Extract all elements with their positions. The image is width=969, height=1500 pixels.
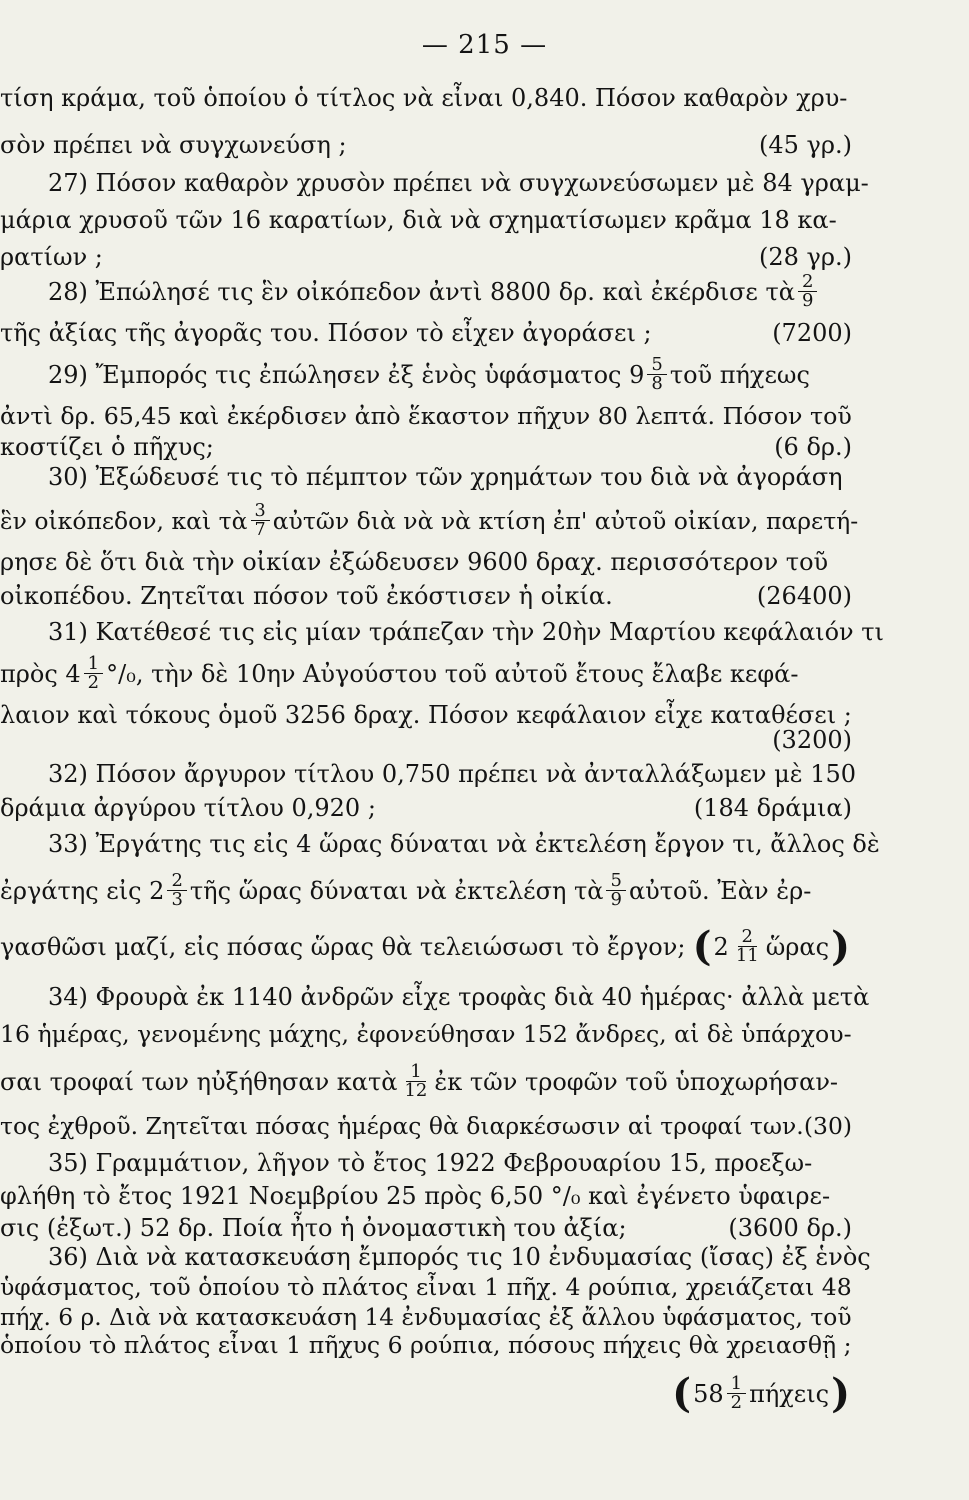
fraction: $\frac{1}{12}$ (404, 1061, 428, 1101)
text-line (0, 318, 852, 348)
line-text: αὐτῶν διὰ νὰ νὰ κτίση ἐπ' αὐτοῦ οἰκίαν, παρετή- (272, 506, 859, 535)
text-line (0, 1181, 852, 1211)
text-line (0, 205, 852, 235)
line-text: °/₀, τὴν δὲ 10ην Αὐγούστου τοῦ αὐτοῦ ἔτους ἔλαβε κεφά- (106, 659, 799, 688)
line-text: ἐκ τῶν τροφῶν τοῦ ὑποχωρήσαν- (434, 1067, 839, 1096)
line-text: ἐργάτης εἰς 2 (0, 876, 165, 905)
line-text: ὁποίου τὸ πλάτος εἶναι 1 πῆχυς 6 ρούπια, πόσους πήχεις θὰ χρειασθῇ ; (0, 1331, 852, 1359)
text-line (0, 1369, 852, 1417)
text-line (0, 83, 852, 113)
line-text: λαιον καὶ τόκους ὁμοῦ 3256 δραχ. Πόσον κεφάλαιον εἶχε καταθέσει ; (0, 701, 852, 729)
line-text: οἰκοπέδου. Ζητεῖται πόσον τοῦ ἐκόστισεν ἡ οἰκία. (0, 582, 613, 610)
problem-31 (0, 617, 884, 647)
line-text: φλήθη τὸ ἔτος 1921 Νοεμβρίου 25 πρὸς 6,50 °/₀ καὶ ἐγένετο ὑφαιρε- (0, 1182, 831, 1210)
line-text: πήχ. 6 ρ. Διὰ νὰ κατασκευάση 14 ἐνδυμασίας ἐξ ἄλλου ὑφάσματος, τοῦ (0, 1303, 852, 1331)
text-line (0, 242, 852, 272)
line-text: 36) Διὰ νὰ κατασκευάση ἔμπορός τις 10 ἐνδυμασίας (ἴσας) ἐξ ἑνὸς (48, 1243, 871, 1271)
text-line (0, 793, 852, 823)
answer: (6 δρ.) (774, 433, 852, 461)
line-text: 29) Ἔμπορός τις ἐπώλησεν ἐξ ἑνὸς ὑφάσματος 9 (48, 360, 645, 389)
line-text: ρησε δὲ ὅτι διὰ τὴν οἰκίαν ἐξώδευσεν 9600 δραχ. περισσότερον τοῦ (0, 548, 829, 576)
text-line (0, 1019, 852, 1049)
text-line (0, 1213, 852, 1243)
line-text: αὐτοῦ. Ἐὰν ἐρ- (628, 876, 812, 905)
line-text: 31) Κατέθεσέ τις εἰς μίαν τράπεζαν τὴν 20ὴν Μαρτίου κεφάλαιόν τι (48, 618, 884, 646)
fraction: $\frac{5}{9}$ (606, 872, 625, 909)
line-text: τῆς ἀξίας τῆς ἀγορᾶς του. Πόσον τὸ εἶχεν ἀγοράσει ; (0, 319, 652, 347)
answer: (30) (803, 1112, 852, 1140)
answer: (184 δράμια) (693, 794, 852, 822)
line-text: τῆς ὥρας δύναται νὰ ἐκτελέση τὰ (189, 876, 604, 905)
answer: (45 γρ.) (759, 131, 852, 159)
text-line (0, 581, 852, 611)
text-line (0, 1330, 852, 1360)
page-number: — 215 — (421, 30, 548, 60)
line-text: σις (ἐξωτ.) 52 δρ. Ποία ἦτο ἡ ὀνομαστικὴ του ἀξία; (0, 1214, 627, 1242)
line-text: 34) Φρουρὰ ἐκ 1140 ἀνδρῶν εἶχε τροφὰς διὰ 40 ἡμέρας· ἀλλὰ μετὰ (48, 983, 870, 1011)
text-line (0, 401, 852, 431)
line-text: 30) Ἐξώδευσέ τις τὸ πέμπτον τῶν χρημάτων του διὰ νὰ ἀγοράση (48, 463, 843, 491)
answer: (26400) (756, 582, 852, 610)
line-text: πρὸς 4 (0, 659, 81, 688)
text-line (0, 1111, 852, 1141)
problem-32 (0, 759, 857, 789)
text-line (0, 1272, 852, 1302)
text-line (0, 725, 852, 755)
fraction: $\frac{2}{9}$ (798, 273, 817, 310)
problem-35 (0, 1148, 852, 1178)
line-text: σὸν πρέπει νὰ συγχωνεύση ; (0, 131, 347, 159)
fraction: $\frac{5}{8}$ (647, 356, 666, 393)
line-text: 27) Πόσον καθαρὸν χρυσὸν πρέπει νὰ συγχωνεύσωμεν μὲ 84 γραμ- (48, 169, 869, 197)
line-text: σαι τροφαί των ηὐξήθησαν κατὰ (0, 1067, 398, 1096)
text-line (0, 432, 852, 462)
text-line (0, 1302, 852, 1332)
line-text: τος ἐχθροῦ. Ζητεῖται πόσας ἡμέρας θὰ διαρκέσωσιν αἱ τροφαί των. (0, 1112, 804, 1140)
problem-34 (0, 982, 870, 1012)
answer: (7200) (772, 319, 852, 347)
text-line (0, 655, 852, 692)
problem-33 (0, 829, 880, 859)
line-text: κοστίζει ὁ πῆχυς; (0, 433, 214, 461)
text-line (0, 922, 852, 970)
line-text: ὑφάσματος, τοῦ ὁποίου τὸ πλάτος εἶναι 1 πῆχ. 4 ρούπια, χρειάζεται 48 (0, 1273, 852, 1301)
line-text: δράμια ἀργύρου τίτλου 0,920 ; (0, 794, 376, 822)
fraction: $\frac{2}{11}$ (735, 926, 759, 966)
text-line (0, 872, 852, 909)
line-text: ρατίων ; (0, 243, 103, 271)
line-text: γασθῶσι μαζί, εἰς πόσας ὥρας θὰ τελειώσωσι τὸ ἔργον; (0, 932, 686, 961)
problem-36 (0, 1242, 871, 1272)
line-text: 32) Πόσον ἄργυρον τίτλου 0,750 πρέπει νὰ ἀνταλλάξωμεν μὲ 150 (48, 760, 857, 788)
text-line (0, 130, 852, 160)
fraction: $\frac{3}{7}$ (251, 502, 270, 539)
answer: (3200) (772, 726, 852, 754)
problem-28 (0, 273, 852, 310)
line-text: τίση κράμα, τοῦ ὁποίου ὁ τίτλος νὰ εἶναι 0,840. Πόσον καθαρὸν χρυ- (0, 84, 848, 112)
line-text: τοῦ πήχεως (669, 360, 810, 389)
answer: (3600 δρ.) (728, 1214, 852, 1242)
fraction: $\frac{1}{2}$ (84, 655, 103, 692)
line-text: 16 ἡμέρας, γενομένης μάχης, ἐφονεύθησαν 152 ἄνδρες, αἱ δὲ ὑπάρχου- (0, 1020, 852, 1048)
answer: (28 γρ.) (759, 243, 852, 271)
fraction: $\frac{2}{3}$ (167, 872, 186, 909)
problem-27 (0, 168, 869, 198)
fraction: $\frac{1}{2}$ (727, 1375, 746, 1412)
problem-29 (0, 356, 852, 393)
answer: ( 58 $\frac{1}{2}$ πήχεις ) (672, 1369, 850, 1417)
problem-30 (0, 462, 852, 492)
line-text: 33) Ἐργάτης τις εἰς 4 ὥρας δύναται νὰ ἐκτελέση ἔργον τι, ἄλλος δὲ (48, 830, 880, 858)
line-text: ἀντὶ δρ. 65,45 καὶ ἐκέρδισεν ἀπὸ ἕκαστον πῆχυν 80 λεπτά. Πόσον τοῦ (0, 402, 852, 430)
line-text: μάρια χρυσοῦ τῶν 16 καρατίων, διὰ νὰ σχηματίσωμεν κρᾶμα 18 κα- (0, 206, 837, 234)
text-line (0, 501, 859, 540)
line-text: 35) Γραμμάτιον, λῆγον τὸ ἔτος 1922 Φεβρουαρίου 15, προεξω- (48, 1149, 813, 1177)
answer: ( 2 $\frac{2}{11}$ ὥρας ) (692, 922, 850, 970)
line-text: ἓν οἰκόπεδον, καὶ τὰ (0, 506, 248, 535)
text-line (0, 1063, 852, 1100)
text-line (0, 547, 852, 577)
line-text: 28) Ἐπώλησέ τις ἓν οἰκόπεδον ἀντὶ 8800 δρ. καὶ ἐκέρδισε τὰ (48, 277, 795, 306)
